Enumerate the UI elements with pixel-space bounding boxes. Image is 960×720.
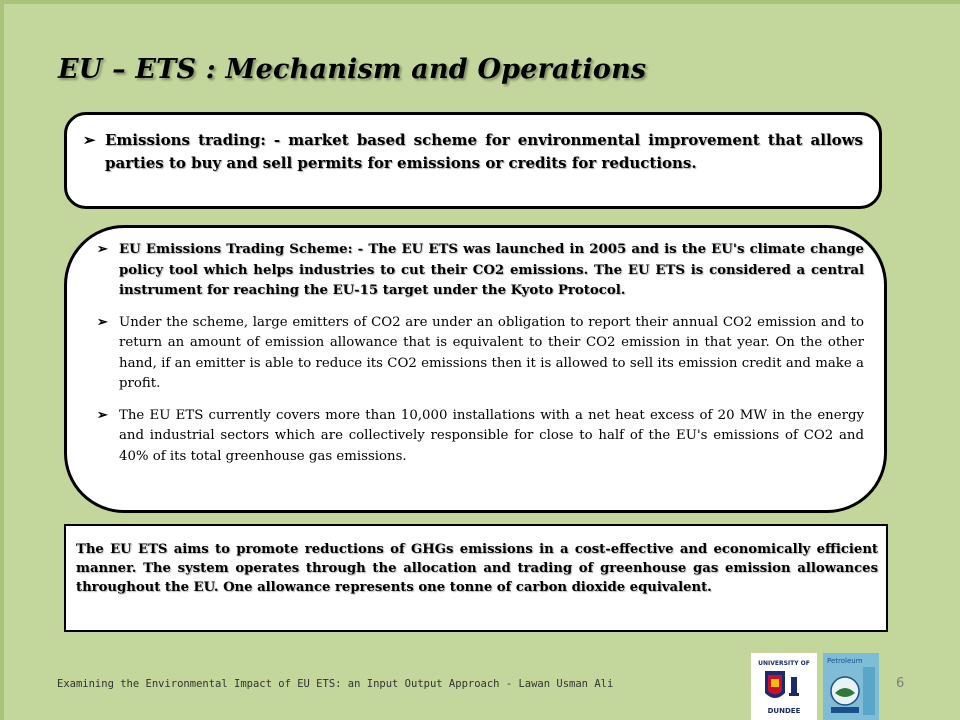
page-title: EU – ETS : Mechanism and Operations xyxy=(58,54,647,85)
dundee-logo-bottom-text: DUNDEE xyxy=(767,707,801,715)
summary-box xyxy=(64,524,888,632)
page-number: 6 xyxy=(896,676,905,691)
dundee-crest-icon xyxy=(751,653,817,720)
arrow-bullet-icon: ➢ xyxy=(97,242,108,257)
bullet-item xyxy=(97,240,864,302)
bullet-text: Under the scheme, large emitters of CO2 are under an obligation to report their annual CO2 emission and to return an amount of emission allowance that is equivalent to their CO2 emission in that year. On the other hand, if an emitter is able to reduce its CO2 emissions then it is allowed to sell its emission credit and make a profit. xyxy=(119,314,864,391)
petroleum-logo-text: Petroleum xyxy=(827,657,863,665)
bullet-item xyxy=(97,406,864,468)
arrow-bullet-icon: ➢ xyxy=(97,314,108,330)
scheme-details-box xyxy=(64,225,887,513)
dundee-logo-top-text: UNIVERSITY OF xyxy=(758,660,810,667)
bullet-text: The EU ETS currently covers more than 10,000 installations with a net heat excess of 20 MW in the energy and industrial sectors which are collectively responsible for close to half of the EU's emissions of CO2 and 40% of its total greenhouse gas emissions. xyxy=(119,407,864,464)
arrow-bullet-icon: ➢ xyxy=(83,131,96,149)
petroleum-law-policy-logo xyxy=(823,653,879,720)
bullet-item xyxy=(83,129,863,174)
bullet-text: Emissions trading: - market based scheme for environmental improvement that allows parties to buy and sell permits for emissions or credits for reductions. xyxy=(105,131,863,172)
logo-group xyxy=(751,653,881,720)
definition-box xyxy=(64,112,882,209)
bullet-item xyxy=(97,313,864,395)
petroleum-logo-icon xyxy=(823,653,879,720)
bullet-text: EU Emissions Trading Scheme: - The EU ETS was launched in 2005 and is the EU's climate change policy tool which helps industries to cut their CO2 emissions. The EU ETS is considered a central instrument for reaching the EU-15 target under the Kyoto Protocol. xyxy=(119,242,864,298)
summary-text: The EU ETS aims to promote reductions of GHGs emissions in a cost-effective and economically efficient manner. The system operates through the allocation and trading of greenhouse gas emission allowances throughout the EU. One allowance represents one tonne of carbon dioxide equivalent. xyxy=(76,542,878,595)
arrow-bullet-icon: ➢ xyxy=(97,407,108,423)
footer-text: Examining the Environmental Impact of EU ETS: an Input Output Approach - Lawan Usman Ali xyxy=(57,678,614,690)
university-of-dundee-logo xyxy=(751,653,817,720)
